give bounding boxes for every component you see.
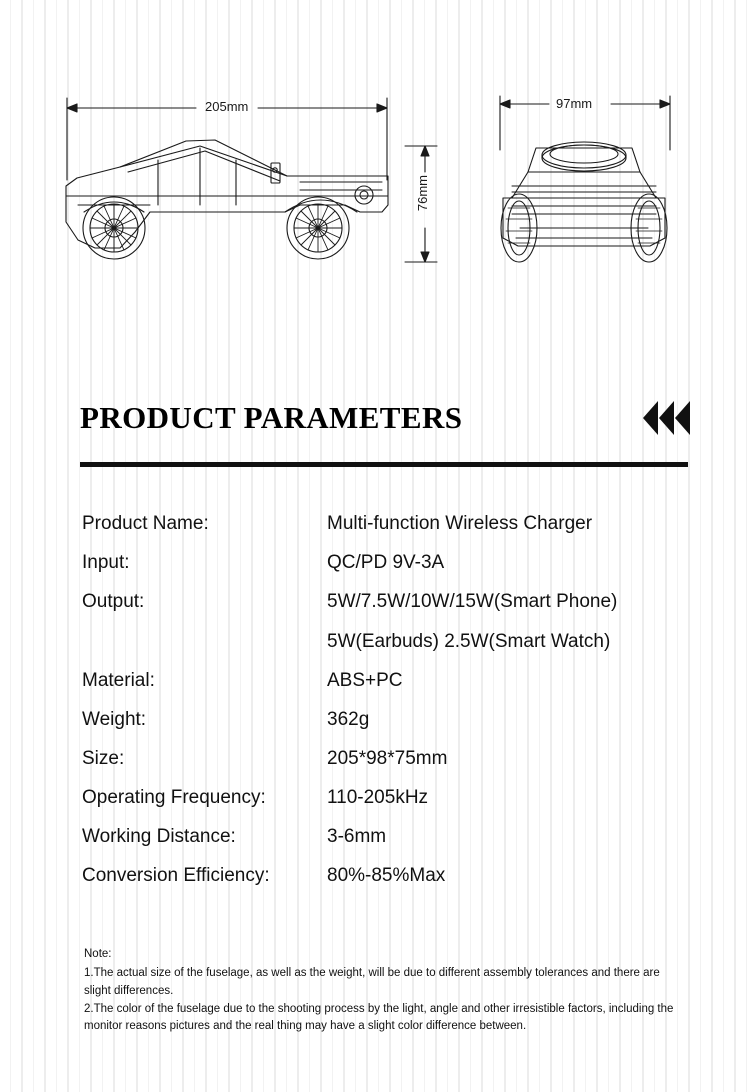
spec-value-line: 362g bbox=[327, 709, 370, 730]
spec-value-line: 80%-85%Max bbox=[327, 865, 446, 886]
spec-value-line: 5W/7.5W/10W/15W(Smart Phone) bbox=[327, 591, 618, 612]
table-row bbox=[82, 512, 702, 536]
spec-value-line: 110-205kHz bbox=[327, 787, 429, 808]
chevron-left-triple-icon bbox=[643, 396, 690, 440]
note-item: 2.The color of the fuselage due to the shooting process by the light, angle and other irresistible factors, including the monitor reasons pictures and the real thing may have a slight color difference between. bbox=[84, 1002, 674, 1033]
spec-label: Input: bbox=[82, 552, 130, 573]
spec-value-line: QC/PD 9V-3A bbox=[327, 552, 445, 573]
dimension-drawing bbox=[0, 0, 750, 370]
page-title: PRODUCT PARAMETERS bbox=[80, 400, 463, 435]
height-dimension-label: 76mm bbox=[415, 175, 430, 212]
spec-value bbox=[327, 825, 386, 849]
spec-label: Material: bbox=[82, 670, 155, 691]
side-view-front-wheel bbox=[83, 197, 145, 259]
spec-label: Operating Frequency: bbox=[82, 787, 266, 808]
spec-label: Output: bbox=[82, 591, 145, 612]
note-title: Note: bbox=[84, 948, 112, 960]
spec-label: Conversion Efficiency: bbox=[82, 865, 270, 886]
width-dimension-label: 97mm bbox=[556, 96, 593, 111]
table-row bbox=[82, 551, 702, 575]
front-view-illustration bbox=[503, 142, 665, 246]
table-row bbox=[82, 669, 702, 693]
spec-value bbox=[327, 590, 617, 654]
table-row bbox=[82, 825, 702, 849]
note-item: 1.The actual size of the fuselage, as well as the weight, will be due to different assembly tolerances and there are slight differences. bbox=[84, 967, 660, 997]
spec-table bbox=[82, 512, 702, 903]
header-divider bbox=[80, 462, 688, 467]
spec-value bbox=[327, 747, 447, 771]
table-row bbox=[82, 864, 702, 888]
table-row bbox=[82, 786, 702, 810]
spec-value bbox=[327, 669, 403, 693]
spec-value bbox=[327, 864, 445, 888]
table-row bbox=[82, 590, 702, 654]
side-view-rear-wheel bbox=[287, 197, 349, 259]
technical-drawing-svg bbox=[0, 0, 750, 370]
spec-value-line: 205*98*75mm bbox=[327, 748, 448, 769]
spec-value-line: ABS+PC bbox=[327, 670, 403, 691]
spec-value-line: 3-6mm bbox=[327, 826, 387, 847]
spec-label: Size: bbox=[82, 748, 125, 769]
spec-value bbox=[327, 708, 369, 732]
spec-value-line: Multi-function Wireless Charger bbox=[327, 513, 593, 534]
spec-value bbox=[327, 786, 428, 810]
note-block bbox=[84, 948, 684, 1036]
spec-value bbox=[327, 551, 444, 575]
spec-value bbox=[327, 512, 592, 536]
spec-label: Product Name: bbox=[82, 513, 209, 534]
length-dimension-label: 205mm bbox=[205, 99, 249, 114]
table-row bbox=[82, 708, 702, 732]
spec-label: Weight: bbox=[82, 709, 147, 730]
table-row bbox=[82, 747, 702, 771]
spec-label: Working Distance: bbox=[82, 826, 236, 847]
spec-value-line: 5W(Earbuds) 2.5W(Smart Watch) bbox=[327, 631, 611, 652]
section-header bbox=[80, 396, 690, 456]
